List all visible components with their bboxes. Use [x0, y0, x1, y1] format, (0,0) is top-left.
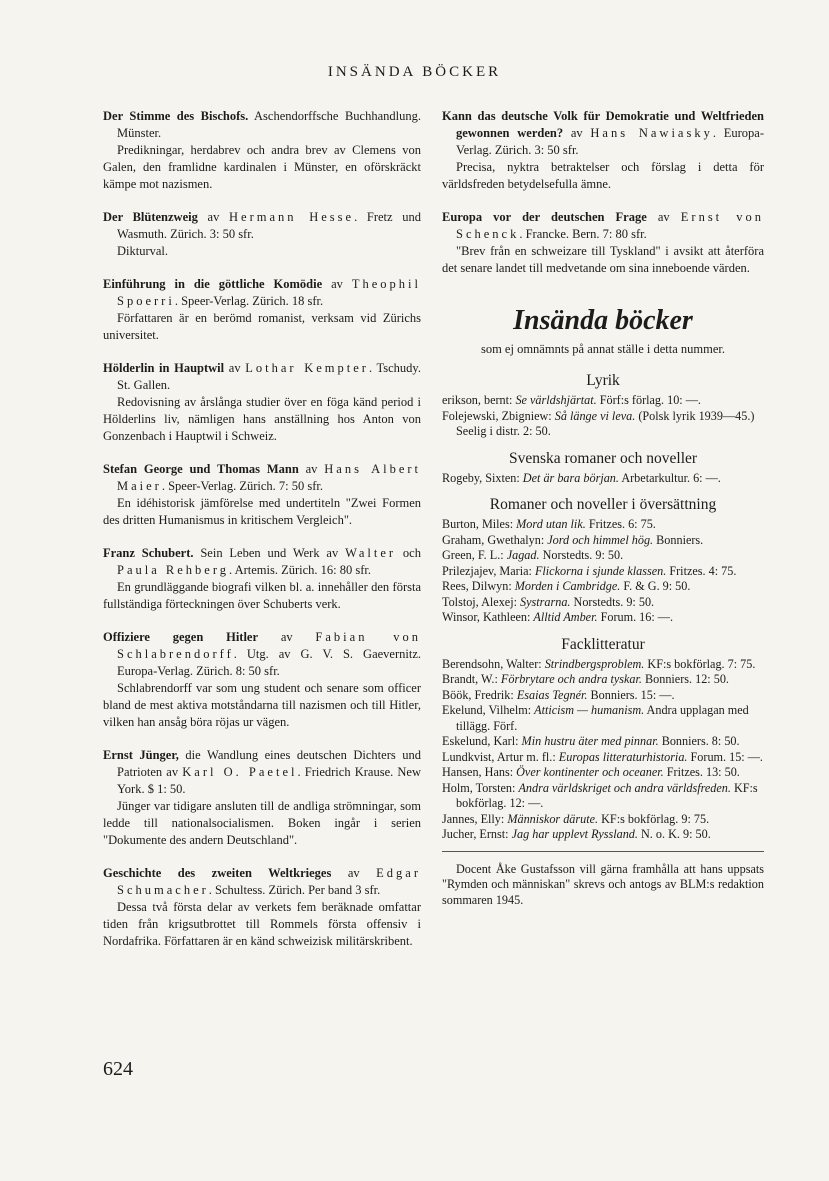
list-item: [442, 781, 764, 812]
list-item: [442, 579, 764, 595]
list-item-title: Jord och himmel hög.: [547, 532, 654, 547]
list-item-publisher: Norstedts. 9: 50.: [539, 548, 624, 562]
category-heading: Svenska romaner och noveller: [508, 449, 698, 467]
list-item-title: Mord utan lik.: [516, 517, 586, 531]
list-item-title: Jagad.: [506, 548, 540, 562]
category-heading: Romaner och noveller i översättning: [489, 496, 717, 513]
list-item-title: Människor därute.: [507, 811, 599, 826]
list-item-publisher: (Polsk lyrik 1939—45.) Seelig i distr. 2: 50.: [456, 408, 755, 438]
book-entry: Der Blütenzweig av Hermann Hesse. Fretz und Wasmuth. Zürich. 3: 50 sfr. Dikturval.: [103, 210, 421, 258]
book-author: Ernst von Schenck: [456, 210, 764, 241]
book-title: Der Blütenzweig: [103, 210, 198, 224]
book-author: Hermann Hesse: [229, 210, 355, 224]
book-title: Einführung in die göttliche Komödie: [103, 277, 323, 291]
list-item-title: Alltid Amber.: [533, 610, 598, 624]
list-item-author: Eskelund, Karl:: [442, 734, 522, 748]
category-list: [442, 372, 764, 843]
book-title: Der Stimme des Bischofs.: [103, 109, 249, 123]
list-item-author: Brandt, W.:: [442, 672, 501, 686]
list-item-title: Min hustru äter med pinnar.: [521, 734, 659, 748]
category-heading: Lyrik: [586, 372, 620, 389]
list-item-publisher: Forum. 15: —.: [687, 749, 763, 764]
book-author: Walter: [345, 546, 397, 560]
list-item-title: Europas litteraturhistoria.: [558, 749, 688, 764]
list-item-author: Berendsohn, Walter:: [442, 656, 545, 671]
list-item: [442, 564, 764, 580]
book-title: Stefan George und Thomas Mann: [103, 462, 299, 476]
right-column: [442, 108, 764, 908]
list-item-title: Jag har upplevt Ryssland.: [511, 827, 638, 841]
book-entry: Offiziere gegen Hitler av Fabian von Schlabrendorff. Utg. av G. V. S. Gaevernitz. Europa-Verlag. Zürich. 8: 50 sfr. Schlabrendorff var som ung student och senare som officer bland de mest aktiva motståndarna till nazismen och till Hitler, vilken han ansåg böra röjas ur vägen.: [103, 630, 421, 729]
list-item: [442, 610, 764, 626]
list-item-publisher: F. & G. 9: 50.: [620, 579, 691, 593]
list-item-title: Det är bara början.: [522, 470, 619, 485]
book-publisher: . Speer-Verlag. Zürich. 18 sfr.: [174, 294, 324, 308]
list-item: [442, 688, 764, 704]
book-author: Edgar Schumacher: [117, 866, 421, 897]
list-item-author: Graham, Gwethalyn:: [442, 532, 548, 547]
book-publisher: . Schultess. Zürich. Per band 3 sfr.: [208, 883, 381, 897]
list-item-title: Över kontinenter och oceaner.: [516, 765, 664, 779]
book-publisher: . Artemis. Zürich. 16: 80 sfr.: [229, 563, 372, 577]
book-description: "Brev från en schweizare till Tyskland" i avsikt att återföra det senare landet till medvetande om sina inneboende värden.: [442, 244, 764, 275]
list-item-publisher: Bonniers. 15: —.: [587, 687, 675, 702]
divider: [442, 851, 764, 852]
list-item: [442, 750, 764, 766]
list-item-publisher: Bonniers. 12: 50.: [641, 672, 729, 686]
book-description: Dikturval.: [117, 244, 169, 258]
book-description: Predikningar, herdabrev och andra brev av Clemens von Galen, den framlidne kardinalen i Münster, en oförskräckt kämpe mot nazismen.: [103, 143, 421, 191]
book-entry: Kann das deutsche Volk für Demokratie und Weltfrieden gewonnen werden? av Hans Nawiasky. Europa-Verlag. Zürich. 3: 50 sfr. Precisa, nyktra betraktelser och förslag i detta för världsfreden betydelsefulla ämne.: [442, 109, 764, 191]
book-author: Hans Nawiasky: [590, 126, 713, 140]
list-item-author: Tolstoj, Alexej:: [442, 594, 521, 609]
book-entry: Hölderlin in Hauptwil av Lothar Kempter. Tschudy. St. Gallen. Redovisning av årslånga studier över en föga känd period i Hölderlins liv, nämligen hans anställning hos Anton von Gonzenbach i Hauptwil i Schweiz.: [103, 361, 421, 443]
list-item-publisher: Fritzes. 4: 75.: [666, 563, 737, 578]
list-item-author: Burton, Miles:: [442, 517, 517, 531]
list-item: [442, 393, 764, 409]
list-item-author: Prilezjajev, Maria:: [442, 563, 535, 578]
list-item: [442, 517, 764, 533]
book-publisher: Aschendorffsche Buchhandlung. Münster.: [117, 109, 421, 140]
category-heading: Facklitteratur: [561, 635, 645, 653]
list-item-publisher: Bonniers.: [653, 532, 704, 547]
list-item: [442, 703, 764, 734]
list-item: [442, 657, 764, 673]
book-publisher: . Europa-Verlag. Zürich. 3: 50 sfr.: [456, 126, 764, 157]
list-item-publisher: Norstedts. 9: 50.: [570, 594, 655, 609]
book-title: Hölderlin in Hauptwil: [103, 361, 225, 375]
list-item-title: Se världshjärtat.: [515, 393, 597, 407]
section-subtitle: som ej omnämnts på annat ställe i detta nummer.: [480, 342, 726, 356]
list-item-author: Winsor, Kathleen:: [442, 610, 534, 624]
list-item-title: Andra världskriget och andra världsfreden.: [518, 780, 731, 795]
list-item: [442, 595, 764, 611]
list-item-title: Systrarna.: [520, 594, 571, 609]
list-item: [442, 734, 764, 750]
book-description: En grundläggande biografi vilken bl. a. innehåller den första fullständiga förteckningen över Schuberts verk.: [103, 580, 421, 611]
book-entry: Franz Schubert. Sein Leben und Werk av Walter och Paula Rehberg. Artemis. Zürich. 16: 80 sfr. En grundläggande biografi vilken bl. a. innehåller den första fullständiga förteckningen över Schuberts verk.: [103, 546, 421, 611]
book-entry: Ernst Jünger, die Wandlung eines deutschen Dichters und Patrioten av Karl O. Paetel. Friedrich Krause. New York. $ 1: 50. Jünger var tidigare ansluten till de andliga strömningar, som ledde till nationalsocialismen. Boken ingår i serien "Dokumente des andern Deutschland".: [103, 748, 422, 847]
page-number: 624: [103, 1058, 133, 1080]
list-item: [442, 548, 764, 564]
list-item-author: Holm, Torsten:: [442, 780, 519, 795]
list-item-title: Strindbergsproblem.: [544, 656, 645, 671]
list-item-publisher: Arbetarkultur. 6: —.: [618, 470, 721, 485]
book-description: Författaren är en berömd romanist, verksam vid Zürichs universitet.: [103, 311, 421, 342]
page-header: INSÄNDA BÖCKER: [327, 64, 502, 80]
list-item-title: Flickorna i sjunde klassen.: [534, 563, 667, 578]
book-title: Kann das deutsche Volk für Demokratie und Weltfrieden gewonnen werden?: [442, 109, 764, 140]
list-item-publisher: Andra upplagan med tillägg. Förf.: [456, 703, 749, 733]
list-item-author: Lundkvist, Artur m. fl.:: [442, 749, 559, 764]
list-item-publisher: Fritzes. 13: 50.: [663, 765, 740, 779]
list-item-publisher: KF:s bokförlag. 9: 75.: [598, 811, 710, 826]
list-item-publisher: Förf:s förlag. 10: —.: [596, 393, 701, 407]
book-description: Precisa, nyktra betraktelser och förslag i detta för världsfreden betydelsefulla ämne.: [442, 160, 764, 191]
list-item: [442, 812, 764, 828]
list-item: [442, 409, 764, 440]
left-column: [103, 108, 421, 966]
list-item-title: Esaias Tegnér.: [516, 687, 588, 702]
book-description: Jünger var tidigare ansluten till de andliga strömningar, som ledde till nationalsocialismen. Boken ingår i serien "Dokumente des andern Deutschland".: [103, 799, 421, 847]
closing-note: Docent Åke Gustafsson vill gärna framhålla att hans uppsats "Rymden och människan" skrevs och antogs av BLM:s redaktion sommaren 1945.: [442, 861, 764, 907]
list-item-author: Folejewski, Zbigniew:: [442, 408, 555, 423]
book-publisher: . Francke. Bern. 7: 80 sfr.: [519, 227, 647, 241]
book-description: Schlabrendorff var som ung student och senare som officer bland de mest aktiva motståndarna till nazismen och till Hitler, vilken han ansåg böra röjas ur vägen.: [103, 681, 421, 729]
book-publisher: . Tschudy. St. Gallen.: [117, 361, 421, 392]
book-author: Lothar Kempter: [245, 361, 369, 375]
book-publisher: . Speer-Verlag. Zürich. 7: 50 sfr.: [161, 479, 324, 493]
book-publisher: . Friedrich Krause. New York. $ 1: 50.: [117, 765, 422, 796]
book-author: Paula Rehberg: [117, 563, 230, 577]
list-item-publisher: Bonniers. 8: 50.: [658, 734, 740, 748]
list-item: [442, 765, 764, 781]
book-description: Dessa två första delar av verkets fem beräknade omfattar tiden från krigsutbrottet till Rommels första offensiv i Nordafrika. Författaren är en känd schweizisk militärskribent.: [103, 900, 421, 948]
book-entry: [103, 108, 421, 193]
list-item-author: Hansen, Hans:: [442, 765, 517, 779]
book-entry: Stefan George und Thomas Mann av Hans Albert Maier. Speer-Verlag. Zürich. 7: 50 sfr. En idéhistorisk jämförelse med undertiteln "Zwei Formen des dritten Humanismus in kritischem Vergleich".: [103, 462, 421, 527]
list-item-author: Rees, Dilwyn:: [442, 579, 515, 593]
book-title: Europa vor der deutschen Frage: [442, 210, 647, 224]
book-title: Ernst Jünger,: [103, 748, 179, 762]
book-description: Redovisning av årslånga studier över en föga känd period i Hölderlins liv, nämligen hans anställning hos Anton von Gonzenbach i Hauptwil i Schweiz.: [103, 395, 421, 443]
list-item-title: Så länge vi leva.: [554, 408, 636, 423]
list-item-publisher: KF:s bokförlag. 12: —.: [456, 780, 758, 810]
book-title: Offiziere gegen Hitler: [103, 630, 259, 644]
book-entry: Einführung in die göttliche Komödie av Theophil Spoerri. Speer-Verlag. Zürich. 18 sfr. Författaren är en berömd romanist, verksam vid Zürichs universitet.: [103, 277, 421, 342]
list-item: [442, 471, 764, 487]
list-item-title: Morden i Cambridge.: [514, 579, 621, 593]
book-author: Theophil Spoerri: [117, 277, 421, 308]
list-item-author: Jucher, Ernst:: [442, 827, 512, 841]
list-item: [442, 827, 764, 843]
book-description: En idéhistorisk jämförelse med undertiteln "Zwei Formen des dritten Humanismus in kritischem Vergleich".: [103, 496, 421, 527]
book-publisher: . Fretz und Wasmuth. Zürich. 3: 50 sfr.: [117, 210, 421, 241]
list-item-title: Förbrytare och andra tyskar.: [500, 672, 642, 686]
list-item: [442, 672, 764, 688]
list-item-title: Atticism — humanism.: [534, 703, 645, 717]
list-item-publisher: KF:s bokförlag. 7: 75.: [644, 656, 756, 671]
book-author: Fabian von Schlabrendorff: [117, 630, 421, 661]
book-author: Hans Albert Maier: [117, 462, 421, 493]
list-item-author: Rogeby, Sixten:: [442, 470, 523, 485]
book-entry: Geschichte des zweiten Weltkrieges av Edgar Schumacher. Schultess. Zürich. Per band 3 sfr. Dessa två första delar av verkets fem beräknade omfattar tiden från krigsutbrottet till Rommels första offensiv i Nordafrika. Författaren är en känd schweizisk militärskribent.: [103, 866, 421, 948]
book-publisher: . Utg. av G. V. S. Gaevernitz. Europa-Verlag. Zürich. 8: 50 sfr.: [117, 647, 421, 678]
list-item-author: erikson, bernt:: [442, 393, 516, 407]
list-item-author: Ekelund, Vilhelm:: [442, 703, 535, 717]
list-item-publisher: Fritzes. 6: 75.: [585, 517, 656, 531]
book-title: Geschichte des zweiten Weltkrieges: [103, 866, 332, 880]
list-item-author: Green, F. L.:: [442, 548, 507, 562]
list-item-author: Jannes, Elly:: [442, 811, 508, 826]
section-title: Insända böcker: [513, 305, 693, 336]
list-item-publisher: N. o. K. 9: 50.: [637, 827, 711, 841]
book-author: Karl O. Paetel: [182, 765, 298, 779]
list-item: [442, 533, 764, 549]
list-item-author: Böök, Fredrik:: [442, 687, 517, 702]
book-entry: Europa vor der deutschen Frage av Ernst von Schenck. Francke. Bern. 7: 80 sfr. "Brev från en schweizare till Tyskland" i avsikt att återföra det senare landet till medvetande om sina inneboende värden.: [442, 210, 764, 275]
book-title: Franz Schubert.: [103, 546, 194, 560]
list-item-publisher: Forum. 16: —.: [597, 610, 674, 624]
